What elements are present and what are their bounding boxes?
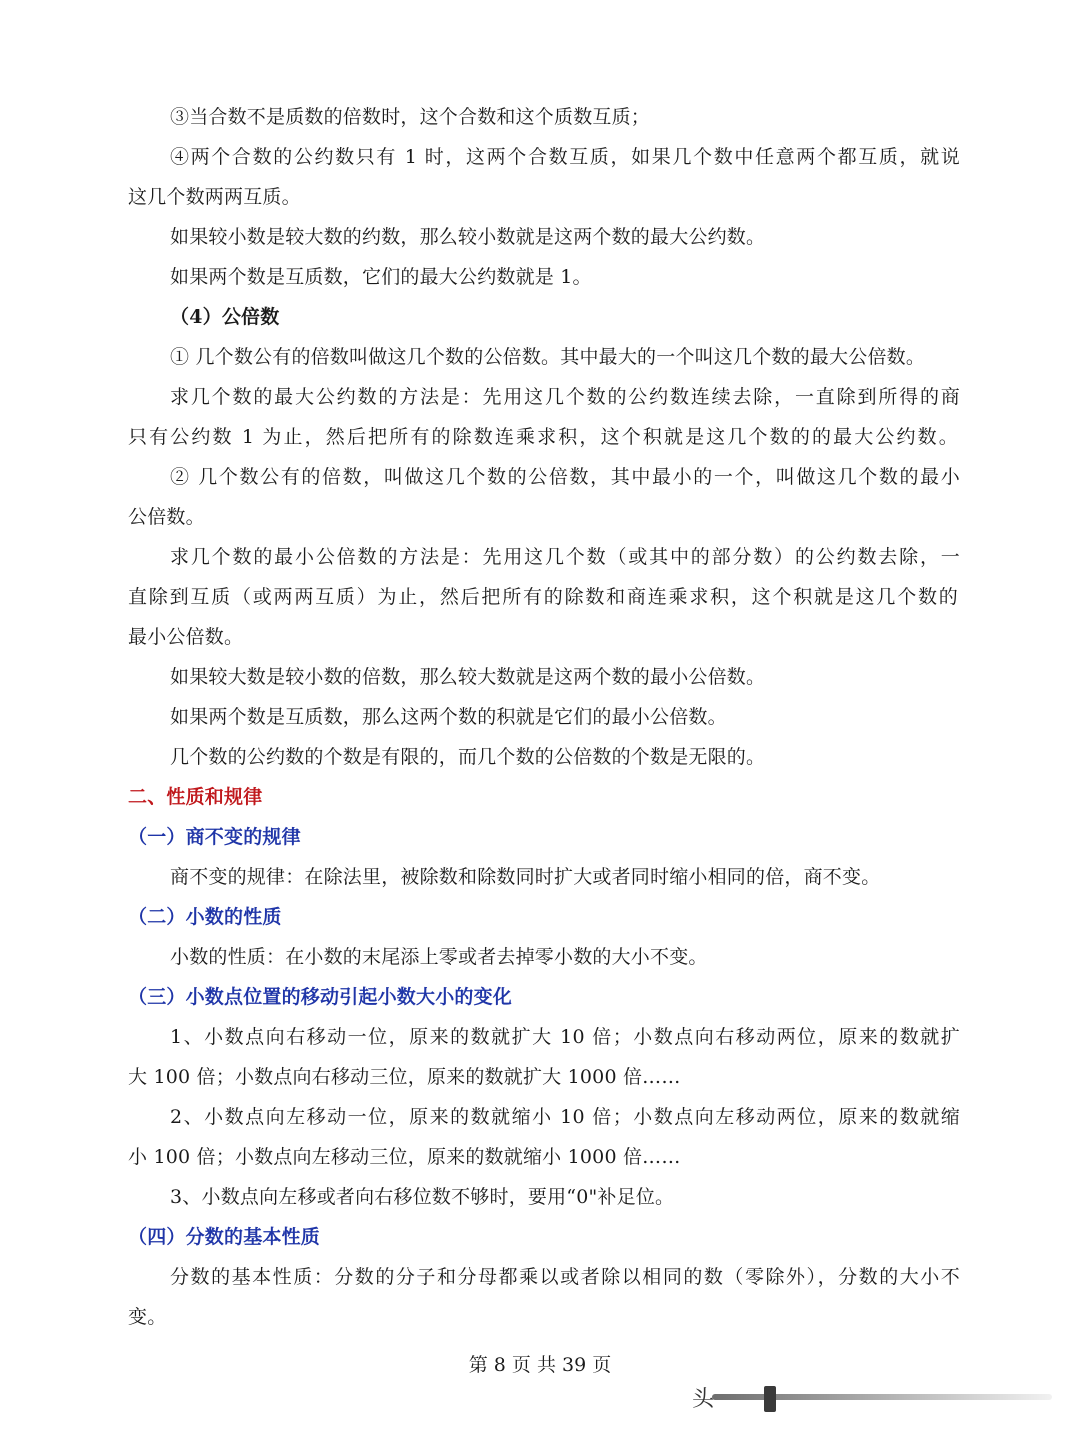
subsection-heading-decimal-point: （三）小数点位置的移动引起小数大小的变化 [128, 986, 513, 1008]
watermark-bar [712, 1394, 1052, 1400]
text-line: 大 100 倍；小数点向右移动三位，原来的数就扩大 1000 倍…… [128, 1066, 681, 1088]
page-footer: 第 8 页 共 39 页 [468, 1354, 612, 1376]
text-line: 小数的性质：在小数的末尾添上零或者去掉零小数的大小不变。 [170, 946, 708, 968]
text-line: 3、小数点向左移或者向右移位数不够时，要用“0"补足位。 [170, 1186, 675, 1208]
text-line: 求几个数的最小公倍数的方法是：先用这几个数（或其中的部分数）的公约数去除，一 [170, 546, 960, 568]
text-line: ④两个合数的公约数只有 1 时，这两个合数互质，如果几个数中任意两个都互质，就说 [170, 146, 960, 168]
section-heading-properties: 二、性质和规律 [128, 786, 263, 808]
text-line: ③当合数不是质数的倍数时，这个合数和这个质数互质； [170, 106, 651, 128]
text-line: 1、小数点向右移动一位，原来的数就扩大 10 倍；小数点向右移动两位，原来的数就扩 [170, 1026, 960, 1048]
subheading-common-multiple: （4）公倍数 [170, 306, 280, 328]
text-line: 如果较小数是较大数的约数，那么较小数就是这两个数的最大公约数。 [170, 226, 766, 248]
text-line: 求几个数的最大公约数的方法是：先用这几个数的公约数连续去除，一直除到所得的商 [170, 386, 960, 408]
text-line: 公倍数。 [128, 506, 205, 528]
subsection-heading-fraction-property: （四）分数的基本性质 [128, 1226, 321, 1248]
subsection-heading-decimal-property: （二）小数的性质 [128, 906, 282, 928]
text-line: 只有公约数 1 为止，然后把所有的除数连乘求积，这个积就是这几个数的的最大公约数。 [128, 426, 958, 448]
text-line: 几个数的公约数的个数是有限的，而几个数的公倍数的个数是无限的。 [170, 746, 766, 768]
text-line: 如果两个数是互质数，那么这两个数的积就是它们的最小公倍数。 [170, 706, 727, 728]
text-line: 直除到互质（或两两互质）为止，然后把所有的除数和商连乘求积，这个积就是这几个数的 [128, 586, 958, 608]
text-line: 变。 [128, 1306, 167, 1328]
text-line: 如果两个数是互质数，它们的最大公约数就是 1。 [170, 266, 592, 288]
watermark-block [764, 1386, 776, 1412]
text-line: ① 几个数公有的倍数叫做这几个数的公倍数。其中最大的一个叫这几个数的最大公倍数。 [170, 346, 926, 368]
watermark-glyph: 头 [692, 1387, 715, 1412]
text-line: ② 几个数公有的倍数，叫做这几个数的公倍数，其中最小的一个，叫做这几个数的最小 [170, 466, 960, 488]
text-line: 分数的基本性质：分数的分子和分母都乘以或者除以相同的数（零除外），分数的大小不 [170, 1266, 960, 1288]
text-line: 如果较大数是较小数的倍数，那么较大数就是这两个数的最小公倍数。 [170, 666, 766, 688]
subsection-heading-quotient-rule: （一）商不变的规律 [128, 826, 301, 848]
text-line: 小 100 倍；小数点向左移动三位，原来的数就缩小 1000 倍…… [128, 1146, 681, 1168]
text-line: 最小公倍数。 [128, 626, 244, 648]
text-line: 2、小数点向左移动一位，原来的数就缩小 10 倍；小数点向左移动两位，原来的数就缩 [170, 1106, 960, 1128]
text-line: 这几个数两两互质。 [128, 186, 301, 208]
text-line: 商不变的规律：在除法里，被除数和除数同时扩大或者同时缩小相同的倍，商不变。 [170, 866, 881, 888]
